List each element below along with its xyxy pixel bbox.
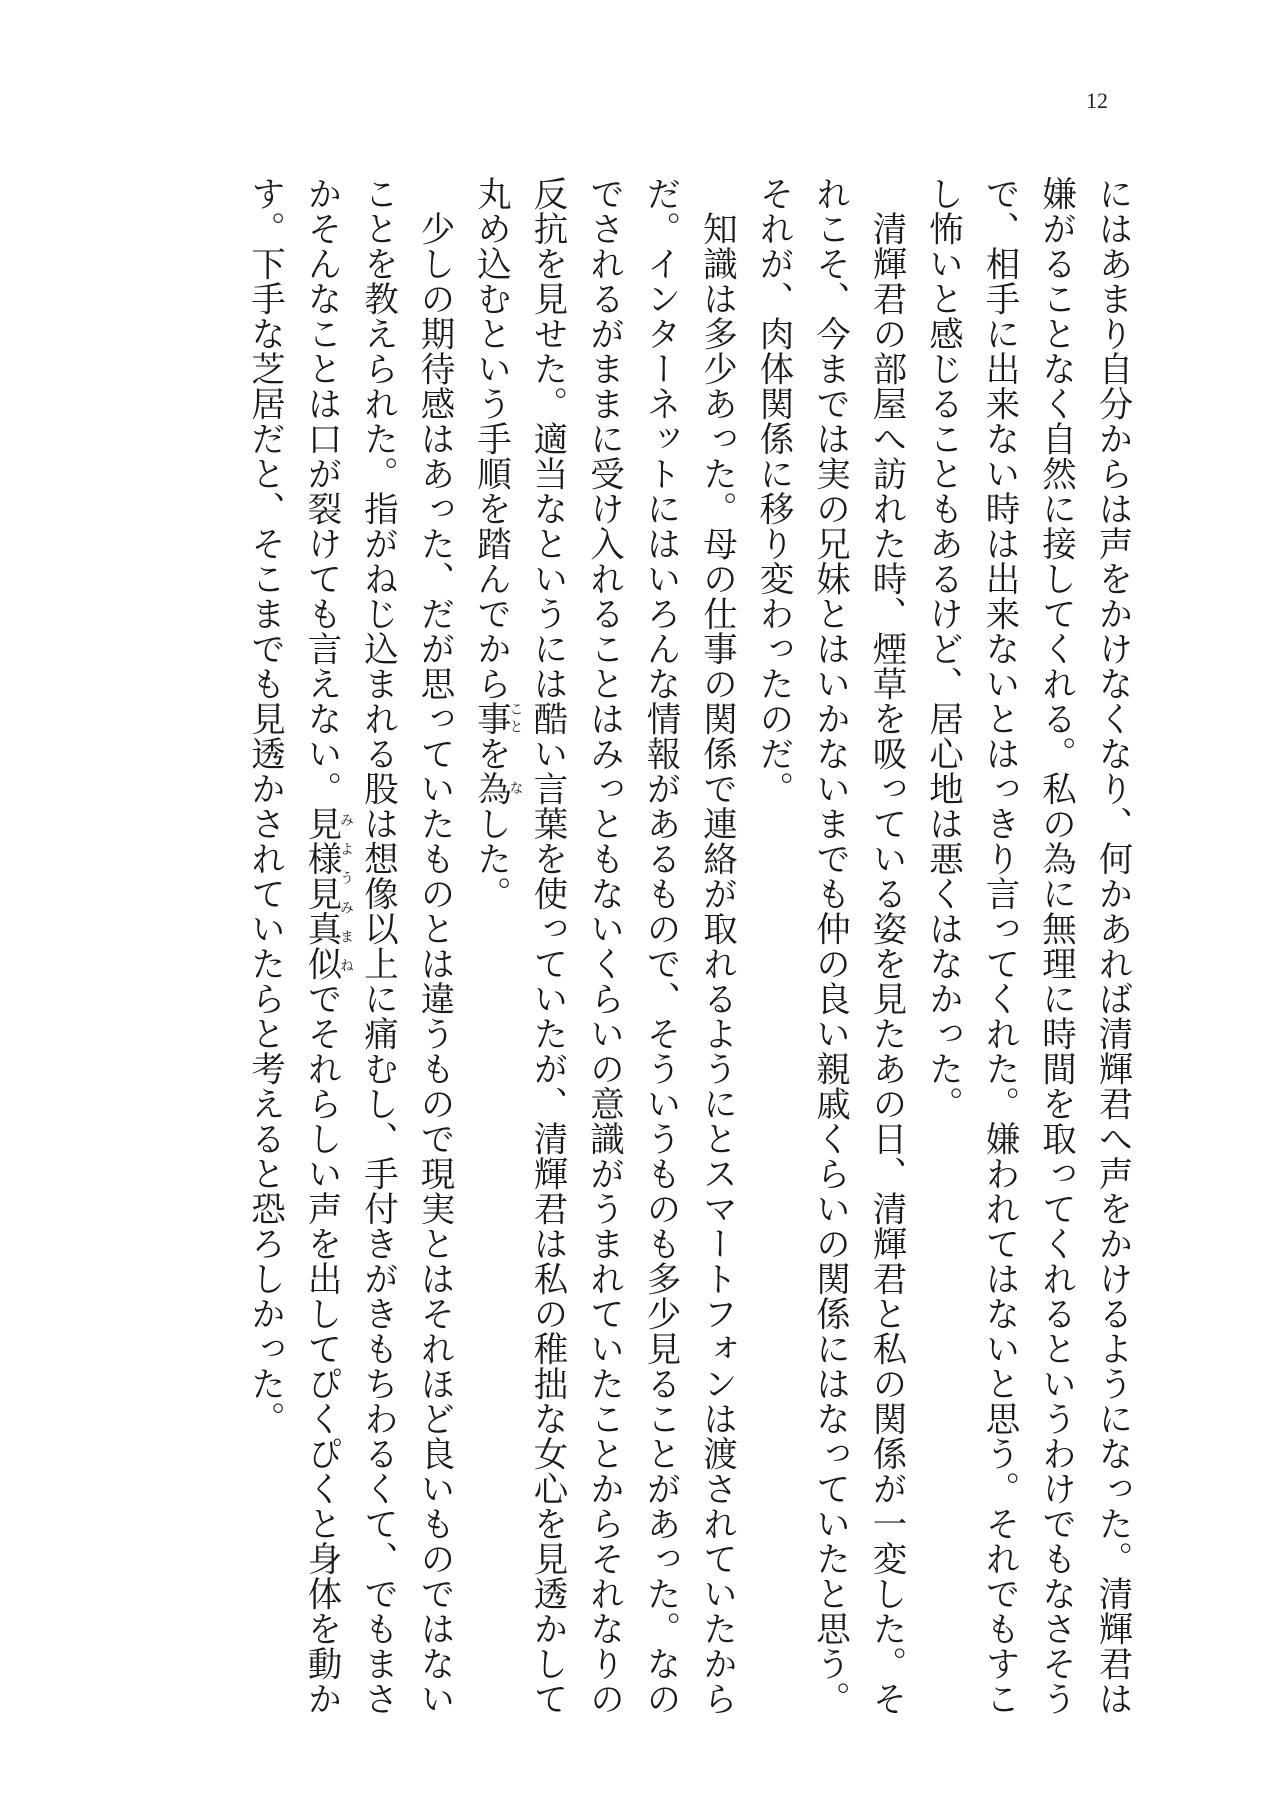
- ruby-reading: な: [507, 771, 524, 806]
- paragraph: [914, 176, 1140, 1716]
- ruby-reading: みようみまね: [338, 806, 354, 981]
- ruby-annotation: [470, 701, 524, 736]
- ruby-base: 為: [470, 771, 511, 806]
- text-segment: を: [470, 736, 511, 771]
- text-segment: 知識は多少あった。母の仕事の関係で連絡が取れるようにとスマートフォンは渡されていたからだ。インターネットにはいろんな情報があるもので、そういうものも多少見ることがあった。なのでされるがままに受け入れることはみっともないくらいの意識がうまれていたことからそれなりの反抗を見せた。適当なというには酷い言葉を使っていたが、清輝君は私の稚拙な女心を見透かして丸め込むという手順を踏んでから: [470, 176, 737, 1716]
- ruby-reading: こと: [507, 701, 524, 736]
- page-number: 12: [1086, 88, 1108, 113]
- ruby-base: 見様見真似: [301, 806, 341, 981]
- paragraph: [236, 176, 462, 1716]
- body-text: [236, 176, 1140, 1716]
- text-segment: した。: [470, 806, 511, 911]
- paragraph: [462, 176, 745, 1716]
- ruby-base: 事: [470, 701, 511, 736]
- text-segment: 少しの期待感はあった、だが思っていたものとは違うもので現実とはそれほど良いものではないことを教えられた。指がねじ込まれる股は想像以上に痛むし、手付きがきもちわるくて、でもまさかそんなことは口が裂けても言えない。: [301, 176, 454, 1716]
- text-segment: 清輝君の部屋へ訪れた時、煙草を吸っている姿を見たあの日、清輝君と私の関係が一変した。それこそ、今までは実の兄妹とはいかないまでも仲の良い親戚くらいの関係にはなっていたと思う。それが、肉体関係に移り変わったのだ。: [753, 176, 906, 1716]
- paragraph: [745, 176, 915, 1716]
- text-segment: にはあまり自分からは声をかけなくなり、何かあれば清輝君へ声をかけるようになった。清輝君は嫌がることなく自然に接してくれる。私の為に無理に時間を取ってくれるというわけでもなさそうで、相手に出来ない時は出来ないとはっきり言ってくれた。嫌われてはないと思う。それでもすこし怖いと感じることもあるけど、居心地は悪くはなかった。: [922, 176, 1132, 1716]
- ruby-annotation: [301, 806, 354, 981]
- text-segment: でそれらしい声を出してぴくぴくと身体を動かす。下手な芝居だと、そこまでも見透かされていたらと考えると恐ろしかった。: [244, 176, 341, 1716]
- ruby-annotation: [470, 771, 524, 806]
